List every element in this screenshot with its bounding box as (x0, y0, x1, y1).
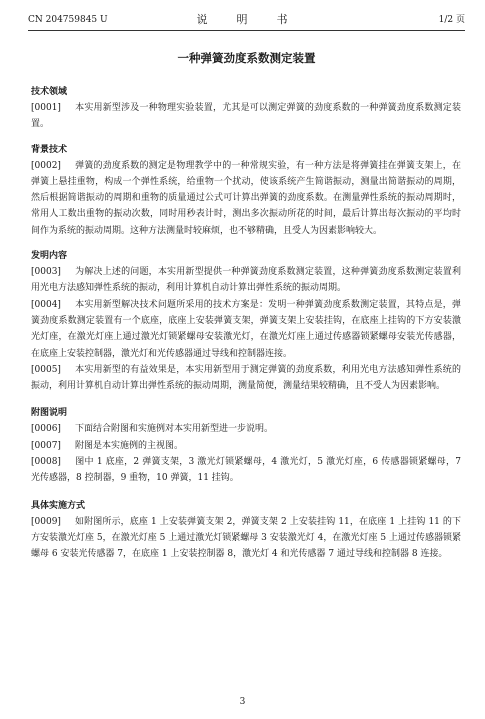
paragraph (31, 438, 461, 454)
paragraph-text: 如附图所示，底座 1 上安装弹簧支架 2，弹簧支架 2 上安装挂钩 11，在底座 1 上挂钩 11 的下方安装激光灯座 5，在激光灯座 5 上通过激光灯锁紧螺母 3 安装激光灯 4，在激光灯座 5 上通过传感器锁紧螺母 6 安装光传感器 7，在底座 1 上安装控制器 8，激光灯 4 和光传感器 7 通过导线和控制器 8 连接。 (31, 516, 461, 560)
paragraph (31, 100, 461, 133)
paragraph-number: [0004] (31, 299, 61, 310)
patent-number: CN 204759845 U (28, 15, 108, 25)
paragraph-text: 下面结合附图和实施例对本实用新型进一步说明。 (74, 424, 273, 435)
paragraph-text: 附图是本实施例的主视图。 (74, 440, 183, 451)
document-title: 一种弹簧劲度系数测定装置 (177, 51, 316, 65)
paragraph-text: 本实用新型的有益效果是，本实用新型用于测定弹簧的劲度系数，利用光电方法感知弹性系统的振动，利用计算机自动计算出弹性系统的振动周期，测量简便，测量结果较精确，且不受人为因素影响。 (31, 364, 461, 392)
paragraph-number: [0005] (31, 364, 61, 375)
section-heading: 具体实施方式 (31, 500, 86, 511)
paragraph (31, 297, 461, 362)
paragraph (31, 514, 461, 563)
paragraph (31, 158, 461, 239)
paragraph-number: [0003] (31, 267, 61, 278)
paragraph-text: 本实用新型涉及一种物理实验装置，尤其是可以测定弹簧的劲度系数的一种弹簧劲度系数测定装置。 (31, 103, 461, 130)
paragraph-text: 图中 1 底座，2 弹簧支架，3 激光灯锁紧螺母，4 激光灯，5 激光灯座，6 传感器锁紧螺母，7 光传感器，8 控制器，9 重物，10 弹簧，11 挂钩。 (31, 457, 461, 484)
page-header (28, 12, 465, 28)
page-number: 3 (239, 697, 246, 707)
paragraph (31, 362, 461, 395)
section-heading: 发明内容 (31, 251, 68, 262)
document-type: 说 明 书 (196, 13, 297, 26)
page-indicator: 1/2 页 (438, 15, 465, 25)
paragraph-text: 为解决上述的问题，本实用新型提供一种弹簧劲度系数测定装置，这种弹簧劲度系数测定装置利用光电方法感知弹性系统的振动，利用计算机自动计算出弹性系统的振动周期。 (31, 267, 461, 294)
paragraph-number: [0006] (31, 424, 61, 435)
paragraph (31, 454, 461, 487)
paragraph-number: [0007] (31, 440, 61, 451)
section-heading: 技术领域 (31, 87, 68, 97)
paragraph-number: [0002] (31, 160, 61, 171)
header-rule (28, 30, 465, 31)
section-heading: 附图说明 (31, 408, 68, 419)
paragraph (31, 264, 461, 297)
paragraph-text: 本实用新型解决技术问题所采用的技术方案是：发明一种弹簧劲度系数测定装置，其特点是，弹簧劲度系数测定装置有一个底座，底座上安装弹簧支架，弹簧支架上安装挂钩，在底座上挂钩的下方安装激光灯座，在激光灯座上通过激光灯锁紧螺母安装激光灯，在激光灯座上通过传感器锁紧螺母安装光传感器，在底座上安装控制器，激光灯和光传感器通过导线和控制器连接。 (31, 299, 461, 359)
section-heading: 背景技术 (31, 144, 68, 155)
document-body (31, 85, 461, 563)
paragraph (31, 421, 461, 437)
paragraph-text: 弹簧的劲度系数的测定是物理教学中的一种常规实验，有一种方法是将弹簧挂在弹簧支架上，在弹簧上悬挂重物，构成一个弹性系统，给重物一个扰动，使该系统产生简谐振动，测量出简谐振动的周期，然后根据简谐振动的周期和重物的质量通过公式可计算出弹簧的劲度系数。在测量弹性系统的振动周期时，常用人工数出重物的振动次数，同时用秒表计时，测出多次振动所花的时间，最后计算出每次振动的平均时间作为系统的振动周期。这种方法测量时较麻烦，也不够精确，且受人为因素影响较大。 (31, 160, 461, 236)
paragraph-number: [0008] (31, 457, 61, 468)
paragraph-number: [0001] (31, 103, 61, 113)
paragraph-number: [0009] (31, 516, 61, 527)
